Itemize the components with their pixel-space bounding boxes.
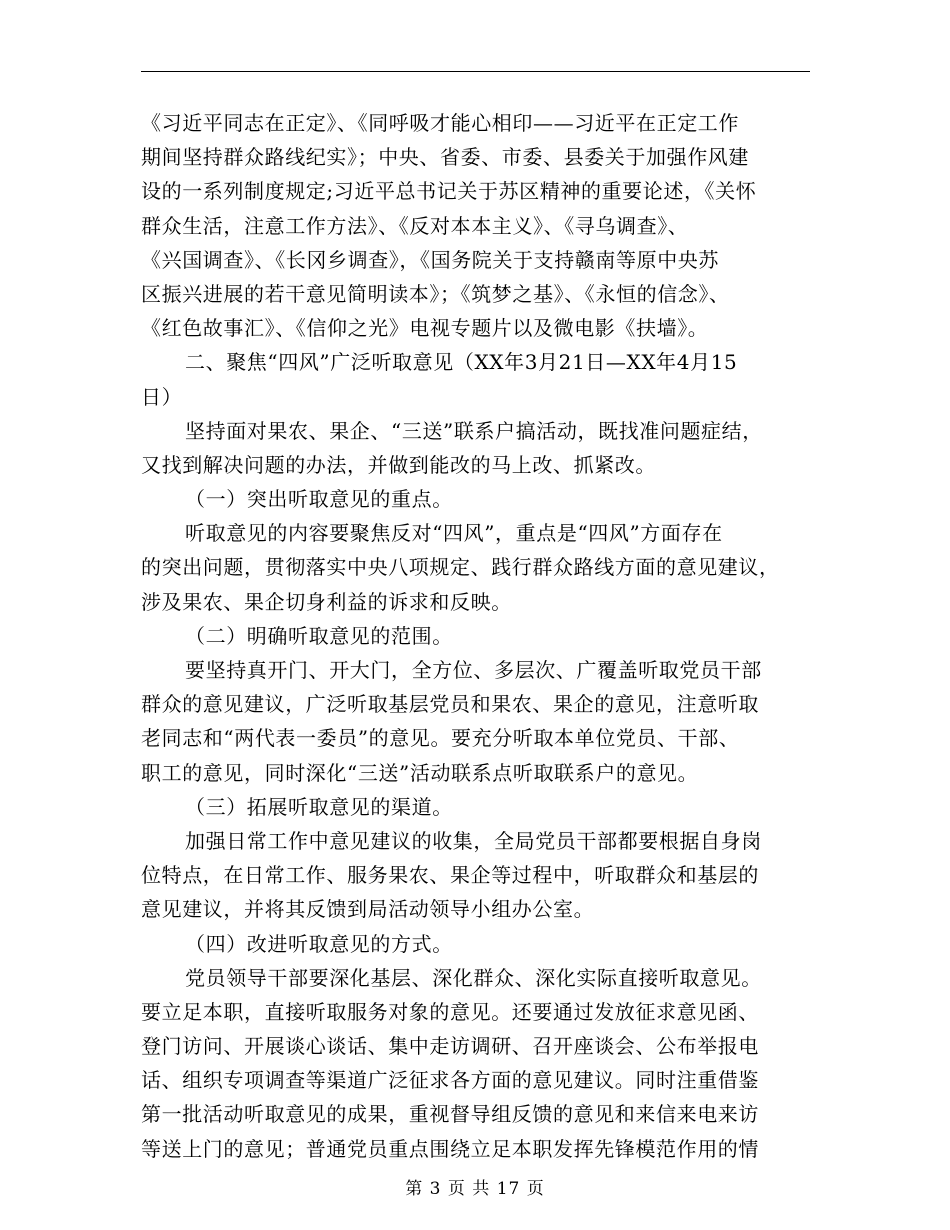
text-line: 职工的意见，同时深化“三送”活动联系点听取联系户的意见。 [141, 760, 699, 785]
paragraph-start: 听取意见的内容要聚焦反对“四风”，重点是“四风”方面存在 [185, 521, 723, 546]
text-line: 《习近平同志在正定》、《同呼吸才能心相印——习近平在正定工作 [141, 111, 739, 135]
subsection-heading: （三）拓展听取意见的渠道。 [185, 794, 453, 819]
text-line: 的突出问题，贯彻落实中央八项规定、践行群众路线方面的意见建议， [141, 555, 780, 580]
text-line: 《红色故事汇》、《信仰之光》电视专题片以及微电影《扶墙》。 [141, 316, 709, 341]
text-line: 话、组织专项调查等渠道广泛征求各方面的意见建议。同时注重借鉴 [141, 1068, 759, 1093]
section-heading: 二、聚焦“四风”广泛听取意见（XX年3月21日—XX年4月15 [185, 350, 738, 375]
text-line: 第一批活动听取意见的成果，重视督导组反馈的意见和来信来电来访 [141, 1102, 759, 1127]
paragraph-start: 要坚持真开门、开大门，全方位、多层次、广覆盖听取党员干部 [185, 658, 762, 682]
text-line: 又找到解决问题的办法，并做到能改的马上改、抓紧改。 [141, 452, 656, 477]
text-line: 涉及果农、果企切身利益的诉求和反映。 [141, 589, 512, 614]
text-line: 位特点，在日常工作、服务果农、果企等过程中，听取群众和基层的 [141, 863, 759, 888]
subsection-heading: （一）突出听取意见的重点。 [185, 487, 453, 512]
text-line: 等送上门的意见；普通党员重点围绕立足本职发挥先锋模范作用的情 [141, 1136, 759, 1161]
text-line: 群众的意见建议，广泛听取基层党员和果农、果企的意见，注意听取 [141, 692, 759, 717]
subsection-heading: （二）明确听取意见的范围。 [185, 623, 453, 648]
page-number-footer: 第 3 页 共 17 页 [405, 1179, 545, 1199]
text-line: 期间坚持群众路线纪实》；中央、省委、市委、县委关于加强作风建 [141, 145, 749, 170]
text-line: 日） [141, 384, 183, 409]
text-line: 老同志和“两代表一委员”的意见。要充分听取本单位党员、干部、 [141, 726, 740, 751]
text-line: 区振兴进展的若干意见简明读本》；《筑梦之基》、《永恒的信念》、 [141, 281, 730, 306]
paragraph-start: 加强日常工作中意见建议的收集，全局党员干部都要根据自身岗 [185, 828, 762, 853]
document-body [141, 106, 810, 1166]
subsection-heading: （四）改进听取意见的方式。 [185, 931, 453, 956]
text-line: 要立足本职，直接听取服务对象的意见。还要通过发放征求意见函、 [141, 999, 759, 1024]
text-line: 设的一系列制度规定;习近平总书记关于苏区精神的重要论述，《关怀 [141, 179, 757, 204]
header-rule [141, 71, 810, 72]
paragraph-start: 党员领导干部要深化基层、深化群众、深化实际直接听取意见。 [185, 965, 762, 990]
text-line: 《兴国调查》、《长冈乡调查》，《国务院关于支持赣南等原中央苏 [141, 247, 719, 272]
text-line: 意见建议，并将其反馈到局活动领导小组办公室。 [141, 897, 595, 922]
text-line: 群众生活，注意工作方法》、《反对本本主义》、《寻乌调查》、 [141, 213, 689, 238]
paragraph-start: 坚持面对果农、果企、“三送”联系户搞活动，既找准问题症结， [185, 418, 763, 443]
text-line: 登门访问、开展谈心谈话、集中走访调研、召开座谈会、公布举报电 [141, 1034, 759, 1059]
